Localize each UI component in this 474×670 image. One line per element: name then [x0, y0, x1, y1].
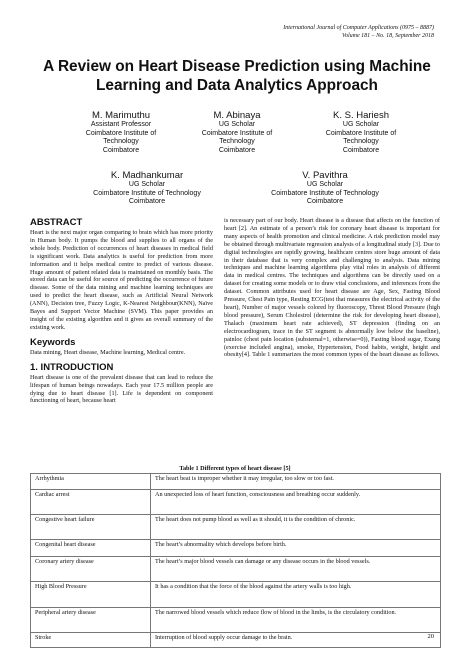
- author-name: M. Marimuthu: [91, 110, 151, 121]
- table-row: [31, 490, 441, 515]
- title-line-2: Learning and Data Analytics Approach: [96, 77, 378, 94]
- table-row: [31, 474, 441, 490]
- left-column: [30, 217, 213, 405]
- table-cell-description: The narrowed blood vessels which reduce flow of blood in the limbs, is the circulatory condition.: [151, 608, 441, 633]
- table-cell-description: Interruption of blood supply occur damage to the brain.: [151, 633, 441, 648]
- author-affiliation-line: Technology: [103, 138, 139, 146]
- table-row: [31, 557, 441, 582]
- table-cell-disease: Congenital heart disease: [31, 540, 151, 557]
- table-cell-description: The heart does not pump blood as well as it should, it is the condition of chronic.: [151, 515, 441, 540]
- table-cell-disease: Coronary artery disease: [31, 557, 151, 582]
- heart-disease-table: [30, 473, 441, 648]
- author-affiliation-line: Coimbatore Institute of: [85, 129, 157, 137]
- author-affiliation-line: UG Scholar: [342, 121, 380, 128]
- introduction-heading: 1. INTRODUCTION: [30, 361, 114, 373]
- table-cell-disease: Peripheral artery disease: [31, 608, 151, 633]
- author-affiliation-line: Coimbatore: [128, 198, 166, 206]
- author-block: [66, 110, 176, 155]
- table-cell-description: The heart beat is improper whether it may irregular, too slow or too fast.: [151, 474, 441, 490]
- table-cell-disease: Stroke: [31, 633, 151, 648]
- right-column: [224, 217, 440, 359]
- author-affiliation-line: Coimbatore: [342, 146, 380, 154]
- author-affiliation-line: Coimbatore: [218, 146, 256, 154]
- title-line-1: A Review on Heart Disease Prediction using Machine: [43, 58, 431, 75]
- journal-header: [174, 24, 434, 40]
- author-block: [72, 170, 222, 207]
- author-name: V. Pavithra: [302, 170, 348, 181]
- table-row: [31, 515, 441, 540]
- paper-title: [30, 57, 444, 95]
- table-row: [31, 633, 441, 648]
- table-cell-disease: Congestive heart failure: [31, 515, 151, 540]
- introduction-text: Heart disease is one of the prevalent disease that can lead to reduce the lifespan of human beings nowadays. Each year 17.5 million people are dying due to heart disease [1]. Life is dependent on component functioning of heart, because heart: [30, 373, 213, 405]
- table-row: [31, 540, 441, 557]
- author-name: K. S. Hariesh: [333, 110, 389, 121]
- table-caption: Table 1 Different types of heart disease [5]: [179, 465, 291, 472]
- author-affiliation-line: Coimbatore: [102, 146, 140, 154]
- table-row: [31, 608, 441, 633]
- table-cell-disease: Arrhythmia: [31, 474, 151, 490]
- table-cell-description: The heart’s major blood vessels can damage or any disease occurs in the blood vessels.: [151, 557, 441, 582]
- abstract-text: Heart is the next major organ comparing to brain which has more priority in Human body. It pumps the blood and supplies to all organs of the whole body. Prediction of occurrences of heart diseases in medical field is significant work. Data analytics is useful for prediction from more information and it helps medical centre to predict of various disease. Huge amount of patient related data is maintained on monthly basis. The stored data can be useful for source of predicting the occurrence of future disease. Some of the data mining and machine learning techniques are used to predict the heart disease, such as Artificial Neural Network (ANN), Decision tree, Fuzzy Logic, K-Nearest Neighbour(KNN), Naïve Bayes and Support Vector Machine (SVM). This paper provides an insight of the existing algorithm and it gives an overall summary of the existing work.: [30, 229, 213, 331]
- author-name: K. Madhankumar: [110, 170, 184, 181]
- author-affiliation-line: Coimbatore Institute of Technology: [93, 189, 201, 197]
- author-name: M. Abinaya: [213, 110, 261, 121]
- author-affiliation-line: Coimbatore Institute of Technology: [271, 189, 379, 197]
- keywords-heading: Keywords: [30, 336, 76, 348]
- table-cell-disease: High Blood Pressure: [31, 582, 151, 608]
- journal-name: International Journal of Computer Applications (0975 – 8887): [283, 25, 434, 31]
- author-affiliation-line: UG Scholar: [128, 181, 166, 188]
- table-cell-disease: Cardiac arrest: [31, 490, 151, 515]
- abstract-heading: ABSTRACT: [30, 217, 83, 228]
- keywords-text: Data mining, Heart disease, Machine learning, Medical centre.: [30, 348, 186, 356]
- author-block: [306, 110, 416, 155]
- author-affiliation-line: UG Scholar: [306, 181, 344, 188]
- author-affiliation-line: Technology: [219, 138, 255, 146]
- author-affiliation-line: Coimbatore Institute of: [201, 129, 273, 137]
- author-affiliation-line: UG Scholar: [218, 121, 256, 128]
- table-cell-description: It has a condition that the force of the blood against the artery walls is too high.: [151, 582, 441, 608]
- author-affiliation-line: Technology: [343, 138, 379, 146]
- journal-volume: Volume 181 – No. 18, September 2018: [342, 33, 434, 39]
- table-cell-description: An unexpected loss of heart function, consciousness and breathing occur suddenly.: [151, 490, 441, 515]
- page-number: 20: [427, 633, 434, 640]
- author-block: [250, 170, 400, 207]
- author-affiliation-line: Assistant Professor: [90, 121, 152, 128]
- author-affiliation-line: Coimbatore: [306, 198, 344, 206]
- table-row: [31, 582, 441, 608]
- introduction-continued-text: is necessary part of our body. Heart disease is a disease that affects on the function of heart [2]. An estimate of a person’s risk for coronary heart disease is important for many aspects of health promotion and clinical medicine. A risk prediction model may be obtained through multivariate regression analysis of a longitudinal study [3]. Due to digital technologies are rapidly growing, healthcare centres store huge amount of data in their database that is very complex and challenging to analysis. Data mining techniques and machine learning algorithms play vital roles in analysis of different data in medical centres. The techniques and algorithms can be directly used on a dataset for creating some models or to draw vital conclusions, and inferences from the dataset. Common attributes used for heart disease are Age, Sex, Fasting Blood Pressure, Chest Pain type, Resting ECG(test that measures the electrical activity of the heart), Number of major vessels colored by fluoroscopy, Threst Blood Pressure (high blood pressure), Serum Cholestrol (determine the risk for developing heart disease), Thalach (maximum heart rate achieved), ST depression (finding on an electrocardiogram, trace in the ST segment is abnormally low below the baseline), painloc (chest pain location (substernal=1, otherwise=0)), Fasting blood sugar, Exang (exercise included angina), smoke, Hypertension, Food habits, weight, height and obesity[4]. Table 1 summarizes the most common types of the heart disease as follows.: [224, 217, 440, 359]
- author-affiliation-line: Coimbatore Institute of: [325, 129, 397, 137]
- table-cell-description: The heart’s abnormality which develops before birth.: [151, 540, 441, 557]
- author-block: [182, 110, 292, 155]
